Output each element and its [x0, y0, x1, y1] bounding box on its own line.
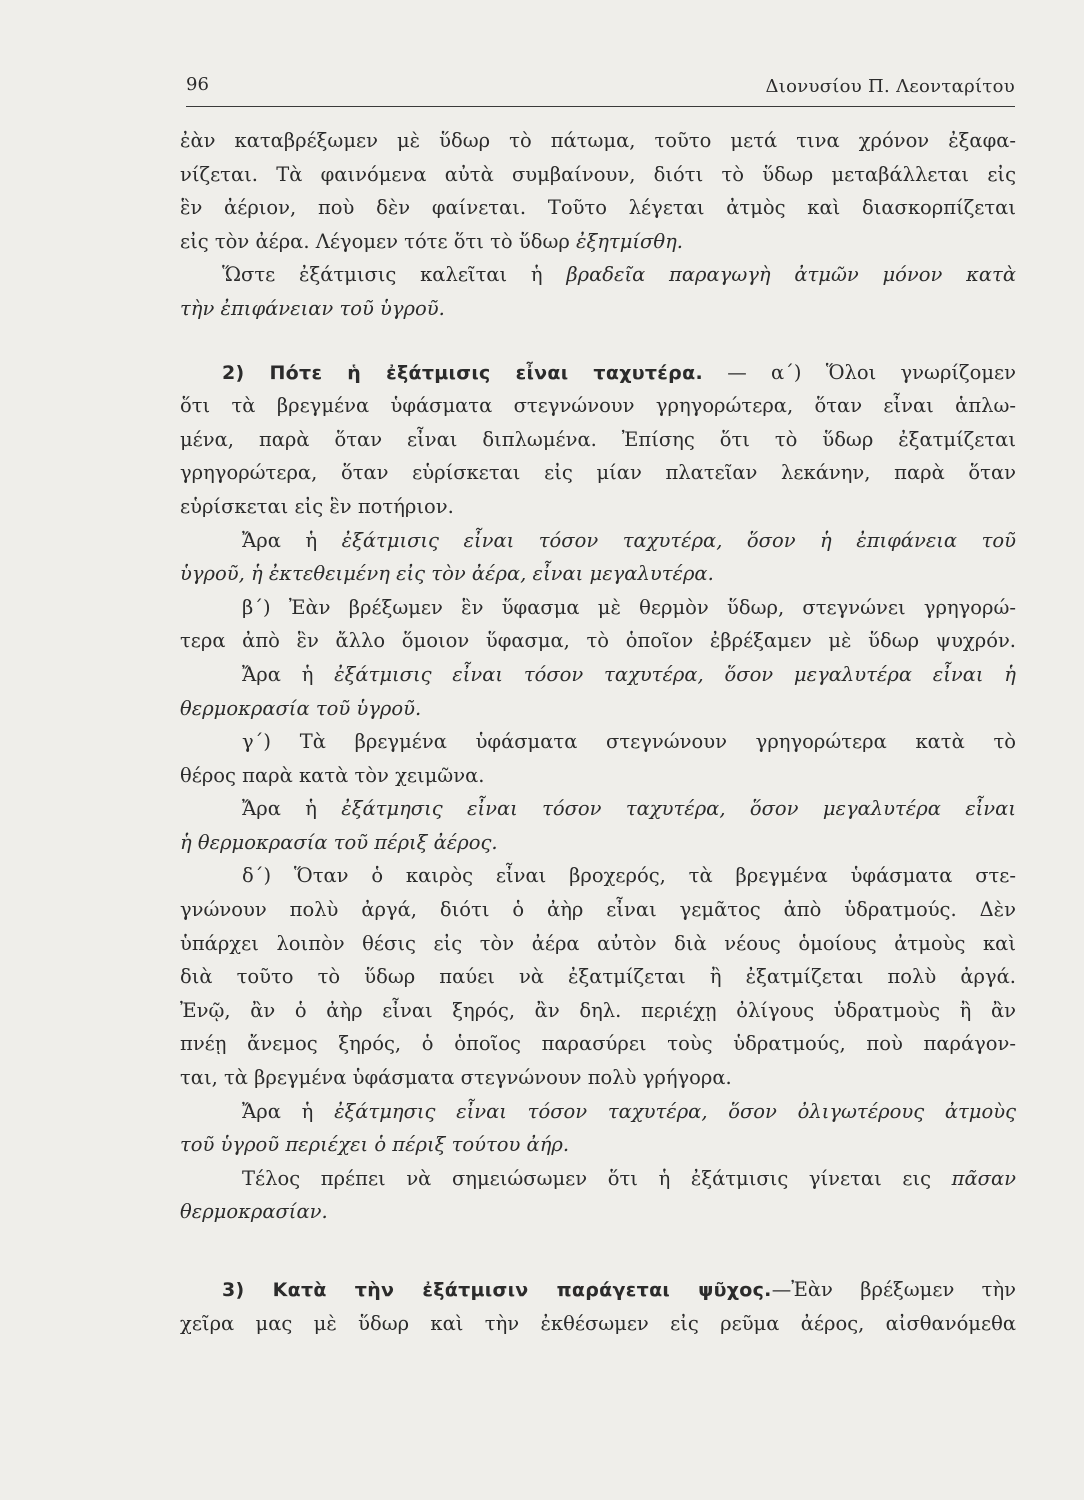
text-line: ὅτι τὰ βρεγμένα ὑφάσματα στεγνώνουν γρηγορώτερα, ὅταν εἶναι ἁπλω-: [180, 394, 1016, 418]
section-3: [180, 1273, 1016, 1340]
text-line: θερμοκρασίαν.: [180, 1200, 328, 1224]
text-line: θέρος παρὰ κατὰ τὸν χειμῶνα.: [180, 763, 485, 787]
conclusion-line: θερμοκρασία τοῦ ὑγροῦ.: [180, 696, 422, 720]
text-line: ὑπάρχει λοιπὸν θέσις εἰς τὸν ἀέρα αὐτὸν διὰ νέους ὁμοίους ἀτμοὺς καὶ: [180, 931, 1016, 955]
text-line: ἐὰν καταβρέξωμεν μὲ ὕδωρ τὸ πάτωμα, τοῦτο μετά τινα χρόνον ἐξαφα-: [180, 129, 1016, 152]
text-line: [180, 225, 1016, 259]
text-line: γνώνουν πολὺ ἀργά, διότι ὁ ἀὴρ εἶναι γεμᾶτος ἀπὸ ὑδρατμούς. Δὲν: [180, 898, 1016, 922]
definition-line: τὴν ἐπιφάνειαν τοῦ ὑγροῦ.: [180, 296, 445, 320]
italic-conclusion: ἐξάτμισις εἶναι τόσον ταχυτέρα, ὅσον μεγαλυτέρα εἶναι ἡ: [334, 662, 1016, 686]
text-span: — α΄) Ὅλοι γνωρίζομεν: [702, 360, 1016, 384]
text-line: τερα ἀπὸ ἓν ἄλλο ὅμοιον ὕφασμα, τὸ ὁποῖον ἐβρέξαμεν μὲ ὕδωρ ψυχρόν.: [180, 629, 1016, 653]
italic-definition: βραδεῖα παραγωγὴ ἀτμῶν μόνον κατὰ: [566, 263, 1017, 287]
italic-conclusion: ἐξάτμησις εἶναι τόσον ταχυτέρα, ὅσον μεγαλυτέρα εἶναι: [341, 797, 1016, 821]
section-heading-line: [180, 1273, 1016, 1307]
text-span: Ἄρα ἡ: [242, 1099, 335, 1123]
text-span: —Ἐὰν βρέξωμεν τὴν: [771, 1278, 1016, 1301]
page-header: [186, 70, 1015, 107]
section-heading-line: [180, 356, 1016, 390]
text-span: εἰς τὸν ἀέρα. Λέγομεν τότε ὅτι τὸ ὕδωρ: [180, 229, 577, 253]
conclusion-line: [180, 658, 1016, 692]
conclusion-line: [180, 792, 1016, 826]
text-span: Ὥστε ἐξάτμισις καλεῖται ἡ: [222, 263, 567, 287]
conclusion-line: ὑγροῦ, ἡ ἐκτεθειμένη εἰς τὸν ἀέρα, εἶναι μεγαλυτέρα.: [180, 562, 714, 586]
text-span: Ἄρα ἡ: [242, 528, 342, 552]
text-line: β΄) Ἐὰν βρέξωμεν ἓν ὕφασμα μὲ θερμὸν ὕδωρ, στεγνώνει γρηγορώ-: [242, 595, 1016, 619]
text-line: Ἐνῷ, ἂν ὁ ἀὴρ εἶναι ξηρός, ἂν δηλ. περιέχῃ ὀλίγους ὑδρατμοὺς ἢ ἂν: [180, 998, 1016, 1022]
paragraph-evaporation-definition: [180, 124, 1016, 326]
page-number: 96: [186, 74, 209, 95]
italic-conclusion: ἐξάτμησις εἶναι τόσον ταχυτέρα, ὅσον ὀλιγωτέρους ἀτμοὺς: [334, 1099, 1016, 1123]
text-line: εὑρίσκεται εἰς ἓν ποτήριον.: [180, 494, 454, 518]
italic-term: πᾶσαν: [951, 1166, 1016, 1190]
italic-conclusion: ἐξάτμισις εἶναι τόσον ταχυτέρα, ὅσον ἡ ἐπιφάνεια τοῦ: [341, 528, 1016, 552]
section-gap: [180, 326, 1016, 356]
text-line: χεῖρα μας μὲ ὕδωρ καὶ τὴν ἐκθέσωμεν εἰς ρεῦμα ἀέρος, αἰσθανόμεθα: [180, 1311, 1016, 1335]
conclusion-line: ἡ θερμοκρασία τοῦ πέριξ ἀέρος.: [180, 830, 498, 854]
section-gap: [180, 1229, 1016, 1273]
text-span: Τέλος πρέπει νὰ σημειώσωμεν ὅτι ἡ ἐξάτμισις γίνεται εις: [242, 1166, 952, 1190]
conclusion-line: [180, 1095, 1016, 1129]
running-head: Διονυσίου Π. Λεονταρίτου: [765, 76, 1015, 97]
conclusion-line: [180, 524, 1016, 558]
text-line: ται, τὰ βρεγμένα ὑφάσματα στεγνώνουν πολὺ γρήγορα.: [180, 1066, 732, 1090]
text-span: Ἄρα ἡ: [242, 662, 335, 686]
section-heading: 2) Πότε ἡ ἐξάτμισις εἶναι ταχυτέρα.: [222, 361, 703, 384]
text-span: Ἄρα ἡ: [242, 797, 342, 821]
definition-line: [180, 258, 1016, 292]
text-line: ἓν ἀέριον, ποὺ δὲν φαίνεται. Τοῦτο λέγεται ἀτμὸς καὶ διασκορπίζεται: [180, 196, 1016, 220]
text-line: δ΄) Ὅταν ὁ καιρὸς εἶναι βροχερός, τὰ βρεγμένα ὑφάσματα στε-: [242, 864, 1016, 888]
text-line: πνέῃ ἄνεμος ξηρός, ὁ ὁποῖος παρασύρει τοὺς ὑδρατμούς, ποὺ παράγον-: [180, 1032, 1016, 1056]
text-line: μένα, παρὰ ὅταν εἶναι διπλωμένα. Ἐπίσης ὅτι τὸ ὕδωρ ἐξατμίζεται: [180, 427, 1016, 451]
text-line: [180, 1162, 1016, 1196]
section-heading: 3) Κατὰ τὴν ἐξάτμισιν παράγεται ψῦχος.: [222, 1279, 772, 1301]
text-line: γ΄) Τὰ βρεγμένα ὑφάσματα στεγνώνουν γρηγορώτερα κατὰ τὸ: [242, 730, 1016, 754]
section-2: [180, 356, 1016, 1229]
italic-term: ἐξητμίσθη.: [576, 229, 683, 253]
conclusion-line: τοῦ ὑγροῦ περιέχει ὁ πέριξ τούτου ἀήρ.: [180, 1133, 570, 1157]
text-line: διὰ τοῦτο τὸ ὕδωρ παύει νὰ ἐξατμίζεται ἢ ἐξατμίζεται πολὺ ἀργά.: [180, 965, 1016, 989]
body-text: [180, 124, 1016, 1340]
text-line: νίζεται. Τὰ φαινόμενα αὐτὰ συμβαίνουν, διότι τὸ ὕδωρ μεταβάλλεται εἰς: [180, 162, 1016, 186]
text-line: γρηγορώτερα, ὅταν εὑρίσκεται εἰς μίαν πλατεῖαν λεκάνην, παρὰ ὅταν: [180, 461, 1016, 485]
